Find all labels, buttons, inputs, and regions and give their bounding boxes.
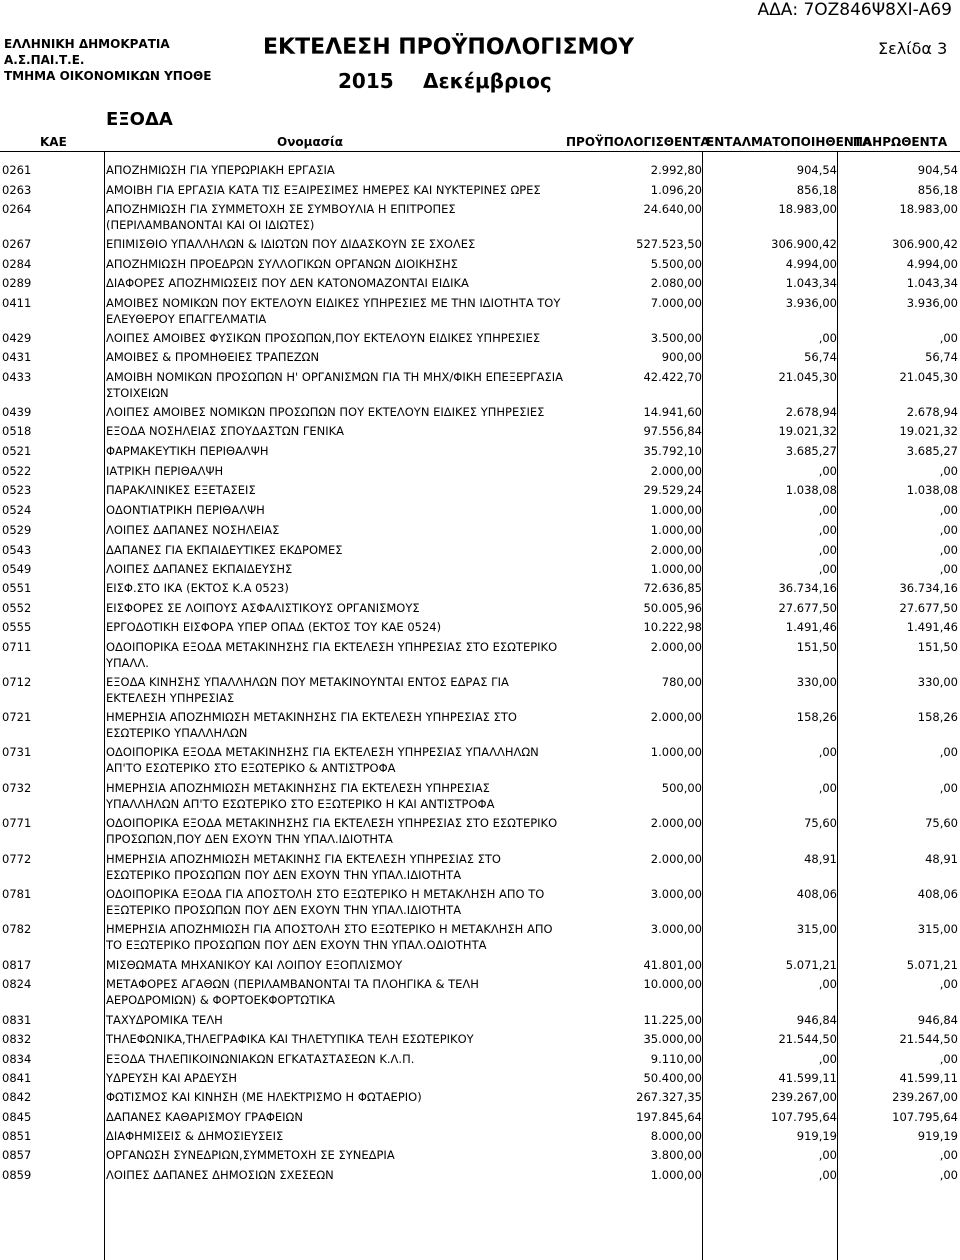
budgeted-amount: 1.000,00 bbox=[650, 1168, 702, 1182]
paid-amount: 1.038,08 bbox=[906, 483, 958, 497]
paid-amount: 19.021,32 bbox=[899, 424, 958, 438]
paid-amount: 4.994,00 bbox=[906, 257, 958, 271]
ordered-amount: 5.071,21 bbox=[785, 958, 837, 972]
table-row bbox=[0, 482, 960, 498]
ordered-amount: 158,26 bbox=[796, 710, 837, 724]
expense-name: ΑΠΟΖΗΜΙΩΣΗ ΠΡΟΕΔΡΩΝ ΣΥΛΛΟΓΙΚΩΝ ΟΡΓΑΝΩΝ ΔΙΟΙΚΗΣΗΣ bbox=[106, 257, 458, 271]
expense-name: ΔΙΑΦΗΜΙΣΕΙΣ & ΔΗΜΟΣΙΕΥΣΕΙΣ bbox=[106, 1129, 284, 1143]
budgeted-amount: 8.000,00 bbox=[650, 1129, 702, 1143]
kae-code: 0411 bbox=[2, 296, 32, 310]
kae-code: 0721 bbox=[2, 710, 32, 724]
kae-code: 0549 bbox=[2, 562, 32, 576]
expense-name: ΔΑΠΑΝΕΣ ΓΙΑ ΕΚΠΑΙΔΕΥΤΙΚΕΣ ΕΚΔΡΟΜΕΣ bbox=[106, 543, 343, 557]
budgeted-amount: 14.941,60 bbox=[643, 405, 702, 419]
table-row bbox=[0, 275, 960, 291]
paid-amount: 1.491,46 bbox=[906, 620, 958, 634]
table-row bbox=[0, 1147, 960, 1163]
table-row bbox=[0, 600, 960, 616]
ordered-amount: 75,60 bbox=[804, 816, 837, 830]
ordered-amount: ,00 bbox=[818, 977, 837, 991]
paid-amount: 36.734,16 bbox=[899, 581, 958, 595]
kae-code: 0834 bbox=[2, 1052, 32, 1066]
budgeted-amount: 50.400,00 bbox=[643, 1071, 702, 1085]
expense-name: ΕΞΟΔΑ ΝΟΣΗΛΕΙΑΣ ΣΠΟΥΔΑΣΤΩΝ ΓΕΝΙΚΑ bbox=[106, 424, 344, 438]
ordered-amount: 41.599,11 bbox=[778, 1071, 837, 1085]
expense-name: ΕΙΣΦ.ΣΤΟ ΙΚΑ (ΕΚΤΟΣ Κ.Α 0523) bbox=[106, 581, 289, 595]
paid-amount: ,00 bbox=[939, 503, 958, 517]
ordered-amount: 21.045,30 bbox=[778, 370, 837, 384]
budgeted-amount: 1.000,00 bbox=[650, 745, 702, 759]
ordered-amount: 27.677,50 bbox=[778, 601, 837, 615]
budgeted-amount: 41.801,00 bbox=[643, 958, 702, 972]
ordered-amount: ,00 bbox=[818, 1052, 837, 1066]
paid-amount: ,00 bbox=[939, 464, 958, 478]
paid-amount: 75,60 bbox=[925, 816, 958, 830]
paid-amount: ,00 bbox=[939, 331, 958, 345]
table-row bbox=[0, 369, 960, 401]
paid-amount: ,00 bbox=[939, 977, 958, 991]
table-row bbox=[0, 1167, 960, 1183]
paid-amount: 3.685,27 bbox=[906, 444, 958, 458]
paid-amount: ,00 bbox=[939, 1052, 958, 1066]
budgeted-amount: 267.327,35 bbox=[636, 1090, 702, 1104]
paid-amount: 946,84 bbox=[917, 1013, 958, 1027]
kae-code: 0551 bbox=[2, 581, 32, 595]
kae-code: 0289 bbox=[2, 276, 32, 290]
table-row bbox=[0, 744, 960, 776]
table-row bbox=[0, 542, 960, 558]
expense-name: ΦΑΡΜΑΚΕΥΤΙΚΗ ΠΕΡΙΘΑΛΨΗ bbox=[106, 444, 269, 458]
paid-amount: 158,26 bbox=[917, 710, 958, 724]
kae-code: 0831 bbox=[2, 1013, 32, 1027]
kae-code: 0518 bbox=[2, 424, 32, 438]
kae-code: 0824 bbox=[2, 977, 32, 991]
expense-name: ΗΜΕΡΗΣΙΑ ΑΠΟΖΗΜΙΩΣΗ ΜΕΤΑΚΙΝΗΣΗΣ ΓΙΑ ΕΚΤΕΛΕΣΗ ΥΠΗΡΕΣΙΑΣ ΥΠΑΛΛΗΛΩΝ ΑΠ'ΤΟ ΕΣΩΤΕΡΙΚΟ ΣΤΟ ΕΞΩΤΕΡΙΚΟ Η ΚΑΙ ΑΝΤΙΣΤΡΟΦΑ bbox=[106, 781, 495, 811]
expense-name: ΦΩΤΙΣΜΟΣ ΚΑΙ ΚΙΝΗΣΗ (ΜΕ ΗΛΕΚΤΡΙΣΜΟ Η ΦΩΤΑΕΡΙΟ) bbox=[106, 1090, 422, 1104]
ordered-amount: 904,54 bbox=[796, 163, 837, 177]
table-row bbox=[0, 349, 960, 365]
kae-code: 0521 bbox=[2, 444, 32, 458]
org-line-department: ΤΜΗΜΑ ΟΙΚΟΝΟΜΙΚΩΝ ΥΠΟΘΕ bbox=[4, 69, 212, 83]
header-paid: ΠΛΗΡΩΘΕΝΤΑ bbox=[852, 135, 948, 149]
table-row bbox=[0, 976, 960, 1008]
ordered-amount: 2.678,94 bbox=[785, 405, 837, 419]
table-row bbox=[0, 463, 960, 479]
expense-name: ΜΕΤΑΦΟΡΕΣ ΑΓΑΘΩΝ (ΠΕΡΙΛΑΜΒΑΝΟΝΤΑΙ ΤΑ ΠΛΟΗΓΙΚΑ & ΤΕΛΗ ΑΕΡΟΔΡΟΜΙΩΝ) & ΦΟΡΤΟΕΚΦΟΡΤΩΤΙΚΑ bbox=[106, 977, 479, 1007]
kae-code: 0263 bbox=[2, 183, 32, 197]
expense-table bbox=[0, 162, 960, 1187]
kae-code: 0711 bbox=[2, 640, 32, 654]
budgeted-amount: 780,00 bbox=[661, 675, 702, 689]
table-row bbox=[0, 1128, 960, 1144]
paid-amount: ,00 bbox=[939, 562, 958, 576]
budgeted-amount: 35.792,10 bbox=[643, 444, 702, 458]
expense-name: ΗΜΕΡΗΣΙΑ ΑΠΟΖΗΜΙΩΣΗ ΜΕΤΑΚΙΝΗΣΗΣ ΓΙΑ ΕΚΤΕΛΕΣΗ ΥΠΗΡΕΣΙΑΣ ΣΤΟ ΕΣΩΤΕΡΙΚΟ ΥΠΑΛΛΗΛΩΝ bbox=[106, 710, 517, 740]
page-number: Σελίδα 3 bbox=[878, 39, 948, 58]
expense-name: ΟΡΓΑΝΩΣΗ ΣΥΝΕΔΡΙΩΝ,ΣΥΜΜΕΤΟΧΗ ΣΕ ΣΥΝΕΔΡΙΑ bbox=[106, 1148, 395, 1162]
table-row bbox=[0, 522, 960, 538]
org-line-institution: Α.Σ.ΠΑΙ.Τ.Ε. bbox=[4, 53, 85, 67]
paid-amount: 18.983,00 bbox=[899, 202, 958, 216]
expense-name: ΕΞΟΔΑ ΚΙΝΗΣΗΣ ΥΠΑΛΛΗΛΩΝ ΠΟΥ ΜΕΤΑΚΙΝΟΥΝΤΑΙ ΕΝΤΟΣ ΕΔΡΑΣ ΓΙΑ ΕΚΤΕΛΕΣΗ ΥΠΗΡΕΣΙΑΣ bbox=[106, 675, 509, 705]
paid-amount: 856,18 bbox=[917, 183, 958, 197]
ordered-amount: 330,00 bbox=[796, 675, 837, 689]
budgeted-amount: 527.523,50 bbox=[636, 237, 702, 251]
ordered-amount: 946,84 bbox=[796, 1013, 837, 1027]
table-row bbox=[0, 201, 960, 233]
table-row bbox=[0, 957, 960, 973]
expense-name: ΕΠΙΜΙΣΘΙΟ ΥΠΑΛΛΗΛΩΝ & ΙΔΙΩΤΩΝ ΠΟΥ ΔΙΔΑΣΚΟΥΝ ΣΕ ΣΧΟΛΕΣ bbox=[106, 237, 476, 251]
ordered-amount: 239.267,00 bbox=[771, 1090, 837, 1104]
kae-code: 0851 bbox=[2, 1129, 32, 1143]
ordered-amount: ,00 bbox=[818, 523, 837, 537]
budgeted-amount: 11.225,00 bbox=[643, 1013, 702, 1027]
budgeted-amount: 9.110,00 bbox=[650, 1052, 702, 1066]
ordered-amount: ,00 bbox=[818, 745, 837, 759]
paid-amount: 3.936,00 bbox=[906, 296, 958, 310]
kae-code: 0841 bbox=[2, 1071, 32, 1085]
budgeted-amount: 2.000,00 bbox=[650, 464, 702, 478]
kae-code: 0772 bbox=[2, 852, 32, 866]
ordered-amount: 408,06 bbox=[796, 887, 837, 901]
budgeted-amount: 2.080,00 bbox=[650, 276, 702, 290]
expense-name: ΟΔΟΙΠΟΡΙΚΑ ΕΞΟΔΑ ΓΙΑ ΑΠΟΣΤΟΛΗ ΣΤΟ ΕΞΩΤΕΡΙΚΟ Η ΜΕΤΑΚΛΗΣΗ ΑΠΟ ΤΟ ΕΞΩΤΕΡΙΚΟ ΠΡΟΣΩΠΩΝ ΠΟΥ ΔΕΝ ΕΧΟΥΝ ΤΗΝ ΥΠΑΛ.ΙΔΙΟΤΗΤΑ bbox=[106, 887, 545, 917]
paid-amount: 408,06 bbox=[917, 887, 958, 901]
ordered-amount: ,00 bbox=[818, 781, 837, 795]
budgeted-amount: 1.000,00 bbox=[650, 503, 702, 517]
budgeted-amount: 500,00 bbox=[661, 781, 702, 795]
table-row bbox=[0, 1089, 960, 1105]
expense-name: ΑΠΟΖΗΜΙΩΣΗ ΓΙΑ ΥΠΕΡΩΡΙΑΚΗ ΕΡΓΑΣΙΑ bbox=[106, 163, 335, 177]
kae-code: 0552 bbox=[2, 601, 32, 615]
paid-amount: ,00 bbox=[939, 781, 958, 795]
table-row bbox=[0, 815, 960, 847]
paid-amount: 41.599,11 bbox=[899, 1071, 958, 1085]
budgeted-amount: 1.096,20 bbox=[650, 183, 702, 197]
expense-name: ΕΞΟΔΑ ΤΗΛΕΠΙΚΟΙΝΩΝΙΑΚΩΝ ΕΓΚΑΤΑΣΤΑΣΕΩΝ Κ.Λ.Π. bbox=[106, 1052, 415, 1066]
expense-name: ΟΔΟΙΠΟΡΙΚΑ ΕΞΟΔΑ ΜΕΤΑΚΙΝΗΣΗΣ ΓΙΑ ΕΚΤΕΛΕΣΗ ΥΠΗΡΕΣΙΑΣ ΣΤΟ ΕΣΩΤΕΡΙΚΟ ΠΡΟΣΩΠΩΝ,ΠΟΥ ΔΕΝ ΕΧΟΥΝ ΤΗΝ ΥΠΑΛ.ΙΔΙΟΤΗΤΑ bbox=[106, 816, 558, 846]
ordered-amount: 856,18 bbox=[796, 183, 837, 197]
kae-code: 0832 bbox=[2, 1032, 32, 1046]
budgeted-amount: 97.556,84 bbox=[643, 424, 702, 438]
ordered-amount: 48,91 bbox=[804, 852, 837, 866]
table-row bbox=[0, 236, 960, 252]
expense-name: ΑΜΟΙΒΗ ΝΟΜΙΚΩΝ ΠΡΟΣΩΠΩΝ Η' ΟΡΓΑΝΙΣΜΩΝ ΓΙΑ ΤΗ ΜΗΧ/ΦΙΚΗ ΕΠΕΞΕΡΓΑΣΙΑ ΣΤΟΙΧΕΙΩΝ bbox=[106, 370, 564, 400]
expense-name: ΔΑΠΑΝΕΣ ΚΑΘΑΡΙΣΜΟΥ ΓΡΑΦΕΙΩΝ bbox=[106, 1110, 303, 1124]
paid-amount: 21.544,50 bbox=[899, 1032, 958, 1046]
paid-amount: ,00 bbox=[939, 745, 958, 759]
ordered-amount: ,00 bbox=[818, 1148, 837, 1162]
ordered-amount: ,00 bbox=[818, 562, 837, 576]
budgeted-amount: 10.222,98 bbox=[643, 620, 702, 634]
expense-name: ΑΜΟΙΒΕΣ ΝΟΜΙΚΩΝ ΠΟΥ ΕΚΤΕΛΟΥΝ ΕΙΔΙΚΕΣ ΥΠΗΡΕΣΙΕΣ ΜΕ ΤΗΝ ΙΔΙΟΤΗΤΑ ΤΟΥ ΕΛΕΥΘΕΡΟΥ ΕΠΑΓΓΕΛΜΑΤΙΑ bbox=[106, 296, 561, 326]
expense-name: ΛΟΙΠΕΣ ΑΜΟΙΒΕΣ ΝΟΜΙΚΩΝ ΠΡΟΣΩΠΩΝ ΠΟΥ ΕΚΤΕΛΟΥΝ ΕΙΔΙΚΕΣ ΥΠΗΡΕΣΙΕΣ bbox=[106, 405, 545, 419]
kae-code: 0857 bbox=[2, 1148, 32, 1162]
expense-name: ΕΙΣΦΟΡΕΣ ΣΕ ΛΟΙΠΟΥΣ ΑΣΦΑΛΙΣΤΙΚΟΥΣ ΟΡΓΑΝΙΣΜΟΥΣ bbox=[106, 601, 420, 615]
budgeted-amount: 10.000,00 bbox=[643, 977, 702, 991]
table-row bbox=[0, 580, 960, 596]
expense-name: ΕΡΓΟΔΟΤΙΚΗ ΕΙΣΦΟΡΑ ΥΠΕΡ ΟΠΑΔ (ΕΚΤΟΣ ΤΟΥ ΚΑΕ 0524) bbox=[106, 620, 442, 634]
kae-code: 0433 bbox=[2, 370, 32, 384]
kae-code: 0817 bbox=[2, 958, 32, 972]
budgeted-amount: 197.845,64 bbox=[636, 1110, 702, 1124]
paid-amount: 27.677,50 bbox=[899, 601, 958, 615]
expense-name: ΤΑΧΥΔΡΟΜΙΚΑ ΤΕΛΗ bbox=[106, 1013, 223, 1027]
budgeted-amount: 1.000,00 bbox=[650, 523, 702, 537]
ada-code: ΑΔΑ: 7ΟΖ846Ψ8ΧΙ-Α69 bbox=[757, 0, 952, 20]
table-row bbox=[0, 1051, 960, 1067]
kae-code: 0267 bbox=[2, 237, 32, 251]
ordered-amount: 19.021,32 bbox=[778, 424, 837, 438]
paid-amount: 1.043,34 bbox=[906, 276, 958, 290]
expense-name: ΥΔΡΕΥΣΗ ΚΑΙ ΑΡΔΕΥΣΗ bbox=[106, 1071, 238, 1085]
paid-amount: 919,19 bbox=[917, 1129, 958, 1143]
report-month: Δεκέμβριος bbox=[423, 69, 552, 93]
kae-code: 0264 bbox=[2, 202, 32, 216]
paid-amount: 330,00 bbox=[917, 675, 958, 689]
budgeted-amount: 2.000,00 bbox=[650, 543, 702, 557]
table-row bbox=[0, 256, 960, 272]
budgeted-amount: 50.005,96 bbox=[643, 601, 702, 615]
ordered-amount: ,00 bbox=[818, 1168, 837, 1182]
table-row bbox=[0, 443, 960, 459]
table-row bbox=[0, 619, 960, 635]
table-row bbox=[0, 404, 960, 420]
kae-code: 0522 bbox=[2, 464, 32, 478]
kae-code: 0732 bbox=[2, 781, 32, 795]
budgeted-amount: 2.000,00 bbox=[650, 816, 702, 830]
paid-amount: 107.795,64 bbox=[892, 1110, 958, 1124]
expense-name: ΙΑΤΡΙΚΗ ΠΕΡΙΘΑΛΨΗ bbox=[106, 464, 224, 478]
ordered-amount: 3.936,00 bbox=[785, 296, 837, 310]
kae-code: 0523 bbox=[2, 483, 32, 497]
table-row bbox=[0, 295, 960, 327]
budgeted-amount: 7.000,00 bbox=[650, 296, 702, 310]
header-kae: ΚΑΕ bbox=[40, 135, 67, 149]
ordered-amount: 4.994,00 bbox=[785, 257, 837, 271]
table-row bbox=[0, 1012, 960, 1028]
paid-amount: ,00 bbox=[939, 543, 958, 557]
budgeted-amount: 3.000,00 bbox=[650, 887, 702, 901]
table-row bbox=[0, 639, 960, 671]
budgeted-amount: 900,00 bbox=[661, 350, 702, 364]
ordered-amount: 306.900,42 bbox=[771, 237, 837, 251]
table-row bbox=[0, 502, 960, 518]
expense-name: ΑΠΟΖΗΜΙΩΣΗ ΓΙΑ ΣΥΜΜΕΤΟΧΗ ΣΕ ΣΥΜΒΟΥΛΙΑ Η ΕΠΙΤΡΟΠΕΣ (ΠΕΡΙΛΑΜΒΑΝΟΝΤΑΙ ΚΑΙ ΟΙ ΙΔΙΩΤΕΣ) bbox=[106, 202, 456, 232]
ordered-amount: 1.491,46 bbox=[785, 620, 837, 634]
paid-amount: 306.900,42 bbox=[892, 237, 958, 251]
table-row bbox=[0, 921, 960, 953]
table-row bbox=[0, 1031, 960, 1047]
kae-code: 0429 bbox=[2, 331, 32, 345]
budgeted-amount: 42.422,70 bbox=[643, 370, 702, 384]
ordered-amount: ,00 bbox=[818, 503, 837, 517]
expense-name: ΜΙΣΘΩΜΑΤΑ ΜΗΧΑΝΙΚΟΥ ΚΑΙ ΛΟΙΠΟΥ ΕΞΟΠΛΙΣΜΟΥ bbox=[106, 958, 403, 972]
paid-amount: 56,74 bbox=[925, 350, 958, 364]
expense-name: ΛΟΙΠΕΣ ΔΑΠΑΝΕΣ ΝΟΣΗΛΕΙΑΣ bbox=[106, 523, 280, 537]
expense-name: ΛΟΙΠΕΣ ΔΑΠΑΝΕΣ ΔΗΜΟΣΙΩΝ ΣΧΕΣΕΩΝ bbox=[106, 1168, 334, 1182]
expense-name: ΤΗΛΕΦΩΝΙΚΑ,ΤΗΛΕΓΡΑΦΙΚΑ ΚΑΙ ΤΗΛΕΤΥΠΙΚΑ ΤΕΛΗ ΕΣΩΤΕΡΙΚΟΥ bbox=[106, 1032, 474, 1046]
table-row bbox=[0, 1070, 960, 1086]
ordered-amount: ,00 bbox=[818, 331, 837, 345]
kae-code: 0543 bbox=[2, 543, 32, 557]
kae-code: 0781 bbox=[2, 887, 32, 901]
budgeted-amount: 3.800,00 bbox=[650, 1148, 702, 1162]
paid-amount: 2.678,94 bbox=[906, 405, 958, 419]
paid-amount: 5.071,21 bbox=[906, 958, 958, 972]
paid-amount: ,00 bbox=[939, 1168, 958, 1182]
budgeted-amount: 2.000,00 bbox=[650, 710, 702, 724]
expense-name: ΛΟΙΠΕΣ ΑΜΟΙΒΕΣ ΦΥΣΙΚΩΝ ΠΡΟΣΩΠΩΝ,ΠΟΥ ΕΚΤΕΛΟΥΝ ΕΙΔΙΚΕΣ ΥΠΗΡΕΣΙΕΣ bbox=[106, 331, 541, 345]
table-row bbox=[0, 780, 960, 812]
kae-code: 0771 bbox=[2, 816, 32, 830]
expense-name: ΑΜΟΙΒΗ ΓΙΑ ΕΡΓΑΣΙΑ ΚΑΤΑ ΤΙΣ ΕΞΑΙΡΕΣΙΜΕΣ ΗΜΕΡΕΣ ΚΑΙ ΝΥΚΤΕΡΙΝΕΣ ΩΡΕΣ bbox=[106, 183, 541, 197]
kae-code: 0845 bbox=[2, 1110, 32, 1124]
ordered-amount: 151,50 bbox=[796, 640, 837, 654]
table-row bbox=[0, 162, 960, 178]
expense-name: ΟΔΟΙΠΟΡΙΚΑ ΕΞΟΔΑ ΜΕΤΑΚΙΝΗΣΗΣ ΓΙΑ ΕΚΤΕΛΕΣΗ ΥΠΗΡΕΣΙΑΣ ΣΤΟ ΕΣΩΤΕΡΙΚΟ ΥΠΑΛΛ. bbox=[106, 640, 558, 670]
kae-code: 0859 bbox=[2, 1168, 32, 1182]
kae-code: 0439 bbox=[2, 405, 32, 419]
header-name: Ονομασία bbox=[277, 135, 343, 149]
budgeted-amount: 5.500,00 bbox=[650, 257, 702, 271]
ordered-amount: 107.795,64 bbox=[771, 1110, 837, 1124]
table-row bbox=[0, 561, 960, 577]
report-title: ΕΚΤΕΛΕΣΗ ΠΡΟΫΠΟΛΟΓΙΣΜΟΥ bbox=[263, 35, 635, 60]
table-row bbox=[0, 182, 960, 198]
kae-code: 0261 bbox=[2, 163, 32, 177]
table-row bbox=[0, 674, 960, 706]
paid-amount: 315,00 bbox=[917, 922, 958, 936]
ordered-amount: ,00 bbox=[818, 543, 837, 557]
section-title: ΕΞΟΔΑ bbox=[106, 109, 173, 130]
kae-code: 0782 bbox=[2, 922, 32, 936]
expense-name: ΟΔΟΝΤΙΑΤΡΙΚΗ ΠΕΡΙΘΑΛΨΗ bbox=[106, 503, 265, 517]
header-ordered: ΕΝΤΑΛΜΑΤΟΠΟΙΗΘΕΝΤΑ bbox=[706, 135, 872, 149]
paid-amount: 21.045,30 bbox=[899, 370, 958, 384]
kae-code: 0431 bbox=[2, 350, 32, 364]
expense-name: ΟΔΟΙΠΟΡΙΚΑ ΕΞΟΔΑ ΜΕΤΑΚΙΝΗΣΗΣ ΓΙΑ ΕΚΤΕΛΕΣΗ ΥΠΗΡΕΣΙΑΣ ΥΠΑΛΛΗΛΩΝ ΑΠ'ΤΟ ΕΣΩΤΕΡΙΚΟ ΣΤΟ ΕΞΩΤΕΡΙΚΟ & ΑΝΤΙΣΤΡΟΦΑ bbox=[106, 745, 539, 775]
ordered-amount: 36.734,16 bbox=[778, 581, 837, 595]
kae-code: 0731 bbox=[2, 745, 32, 759]
budgeted-amount: 3.000,00 bbox=[650, 922, 702, 936]
expense-name: ΔΙΑΦΟΡΕΣ ΑΠΟΖΗΜΙΩΣΕΙΣ ΠΟΥ ΔΕΝ ΚΑΤΟΝΟΜΑΖΟΝΤΑΙ ΕΙΔΙΚΑ bbox=[106, 276, 469, 290]
paid-amount: 904,54 bbox=[917, 163, 958, 177]
kae-code: 0529 bbox=[2, 523, 32, 537]
expense-name: ΛΟΙΠΕΣ ΔΑΠΑΝΕΣ ΕΚΠΑΙΔΕΥΣΗΣ bbox=[106, 562, 293, 576]
expense-name: ΗΜΕΡΗΣΙΑ ΑΠΟΖΗΜΙΩΣΗ ΜΕΤΑΚΙΝΗΣ ΓΙΑ ΕΚΤΕΛΕΣΗ ΥΠΗΡΕΣΙΑΣ ΣΤΟ ΕΣΩΤΕΡΙΚΟ ΠΡΟΣΩΠΩΝ ΠΟΥ ΔΕΝ ΕΧΟΥΝ ΤΗΝ ΥΠΑΛ.ΙΔΙΟΤΗΤΑ bbox=[106, 852, 501, 882]
ordered-amount: 3.685,27 bbox=[785, 444, 837, 458]
budgeted-amount: 3.500,00 bbox=[650, 331, 702, 345]
header-rule bbox=[0, 151, 960, 152]
header-budgeted: ΠΡΟΫΠΟΛΟΓΙΣΘΕΝΤΑ bbox=[566, 135, 710, 149]
budgeted-amount: 1.000,00 bbox=[650, 562, 702, 576]
ordered-amount: 315,00 bbox=[796, 922, 837, 936]
paid-amount: 239.267,00 bbox=[892, 1090, 958, 1104]
expense-name: ΗΜΕΡΗΣΙΑ ΑΠΟΖΗΜΙΩΣΗ ΓΙΑ ΑΠΟΣΤΟΛΗ ΣΤΟ ΕΞΩΤΕΡΙΚΟ Η ΜΕΤΑΚΛΗΣΗ ΑΠΟ ΤΟ ΕΞΩΤΕΡΙΚΟ ΠΡΟΣΩΠΩΝ ΠΟΥ ΔΕΝ ΕΧΟΥΝ ΤΗΝ ΥΠΑΛ.ΟΔΙΟΤΗΤΑ bbox=[106, 922, 553, 952]
budgeted-amount: 72.636,85 bbox=[643, 581, 702, 595]
table-row bbox=[0, 851, 960, 883]
ordered-amount: 1.038,08 bbox=[785, 483, 837, 497]
budgeted-amount: 35.000,00 bbox=[643, 1032, 702, 1046]
org-line-country: ΕΛΛΗΝΙΚΗ ΔΗΜΟΚΡΑΤΙΑ bbox=[4, 37, 170, 51]
budgeted-amount: 2.000,00 bbox=[650, 852, 702, 866]
expense-name: ΠΑΡΑΚΛΙΝΙΚΕΣ ΕΞΕΤΑΣΕΙΣ bbox=[106, 483, 256, 497]
budgeted-amount: 29.529,24 bbox=[643, 483, 702, 497]
ordered-amount: 21.544,50 bbox=[778, 1032, 837, 1046]
budgeted-amount: 2.000,00 bbox=[650, 640, 702, 654]
kae-code: 0284 bbox=[2, 257, 32, 271]
table-row bbox=[0, 709, 960, 741]
table-row bbox=[0, 886, 960, 918]
ordered-amount: 1.043,34 bbox=[785, 276, 837, 290]
table-row bbox=[0, 423, 960, 439]
kae-code: 0555 bbox=[2, 620, 32, 634]
expense-name: ΑΜΟΙΒΕΣ & ΠΡΟΜΗΘΕΙΕΣ ΤΡΑΠΕΖΩΝ bbox=[106, 350, 320, 364]
kae-code: 0842 bbox=[2, 1090, 32, 1104]
ordered-amount: ,00 bbox=[818, 464, 837, 478]
budgeted-amount: 2.992,80 bbox=[650, 163, 702, 177]
kae-code: 0712 bbox=[2, 675, 32, 689]
budgeted-amount: 24.640,00 bbox=[643, 202, 702, 216]
table-row bbox=[0, 1109, 960, 1125]
table-row bbox=[0, 330, 960, 346]
report-year: 2015 bbox=[338, 69, 394, 93]
ordered-amount: 56,74 bbox=[804, 350, 837, 364]
paid-amount: 151,50 bbox=[917, 640, 958, 654]
ordered-amount: 919,19 bbox=[796, 1129, 837, 1143]
ordered-amount: 18.983,00 bbox=[778, 202, 837, 216]
kae-code: 0524 bbox=[2, 503, 32, 517]
paid-amount: ,00 bbox=[939, 523, 958, 537]
paid-amount: 48,91 bbox=[925, 852, 958, 866]
paid-amount: ,00 bbox=[939, 1148, 958, 1162]
